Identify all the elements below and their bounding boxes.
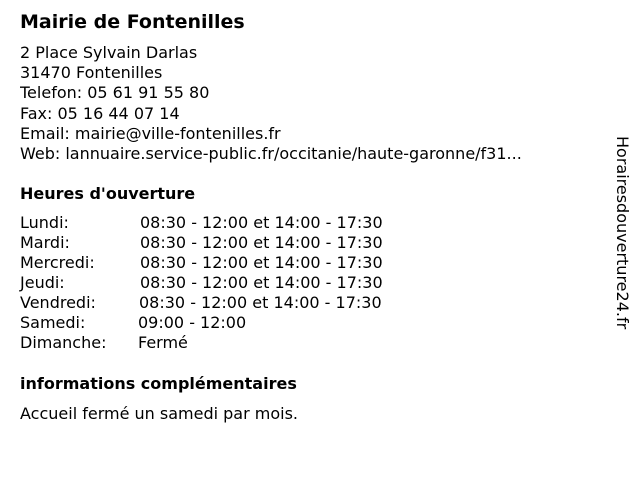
opening-hours-heading: Heures d'ouverture — [20, 184, 196, 203]
time-value: Fermé — [138, 333, 188, 352]
phone-number: Telefon: 05 61 91 55 80 — [20, 83, 210, 103]
day-label: Jeudi: — [20, 273, 65, 292]
day-label: Samedi: — [20, 313, 86, 332]
watermark — [608, 136, 636, 368]
additional-info-heading: informations complémentaires — [20, 374, 297, 393]
time-value: 08:30 - 12:00 et 14:00 - 17:30 — [140, 253, 383, 272]
day-label: Mercredi: — [20, 253, 95, 272]
fax-number: Fax: 05 16 44 07 14 — [20, 103, 180, 123]
website-link: Web: lannuaire.service-public.fr/occitanie/haute-garonne/f31... — [20, 144, 522, 164]
email-address: Email: mairie@ville-fontenilles.fr — [20, 123, 281, 143]
time-value: 08:30 - 12:00 et 14:00 - 17:30 — [140, 233, 383, 252]
day-label: Dimanche: — [20, 333, 107, 352]
day-label: Vendredi: — [20, 293, 96, 312]
city-address: 31470 Fontenilles — [20, 63, 163, 83]
time-value: 08:30 - 12:00 et 14:00 - 17:30 — [140, 213, 383, 232]
day-label: Mardi: — [20, 233, 70, 252]
additional-info-text: Accueil fermé un samedi par mois. — [20, 404, 298, 423]
time-value: 09:00 - 12:00 — [138, 313, 247, 332]
day-label: Lundi: — [20, 213, 69, 232]
contact-block — [20, 43, 522, 164]
time-value: 08:30 - 12:00 et 14:00 - 17:30 — [140, 273, 383, 292]
page-title: Mairie de Fontenilles — [20, 11, 245, 33]
street-address: 2 Place Sylvain Darlas — [20, 43, 198, 62]
time-value: 08:30 - 12:00 et 14:00 - 17:30 — [139, 293, 382, 312]
watermark-text: Horairesdouverture24.fr — [613, 136, 632, 330]
